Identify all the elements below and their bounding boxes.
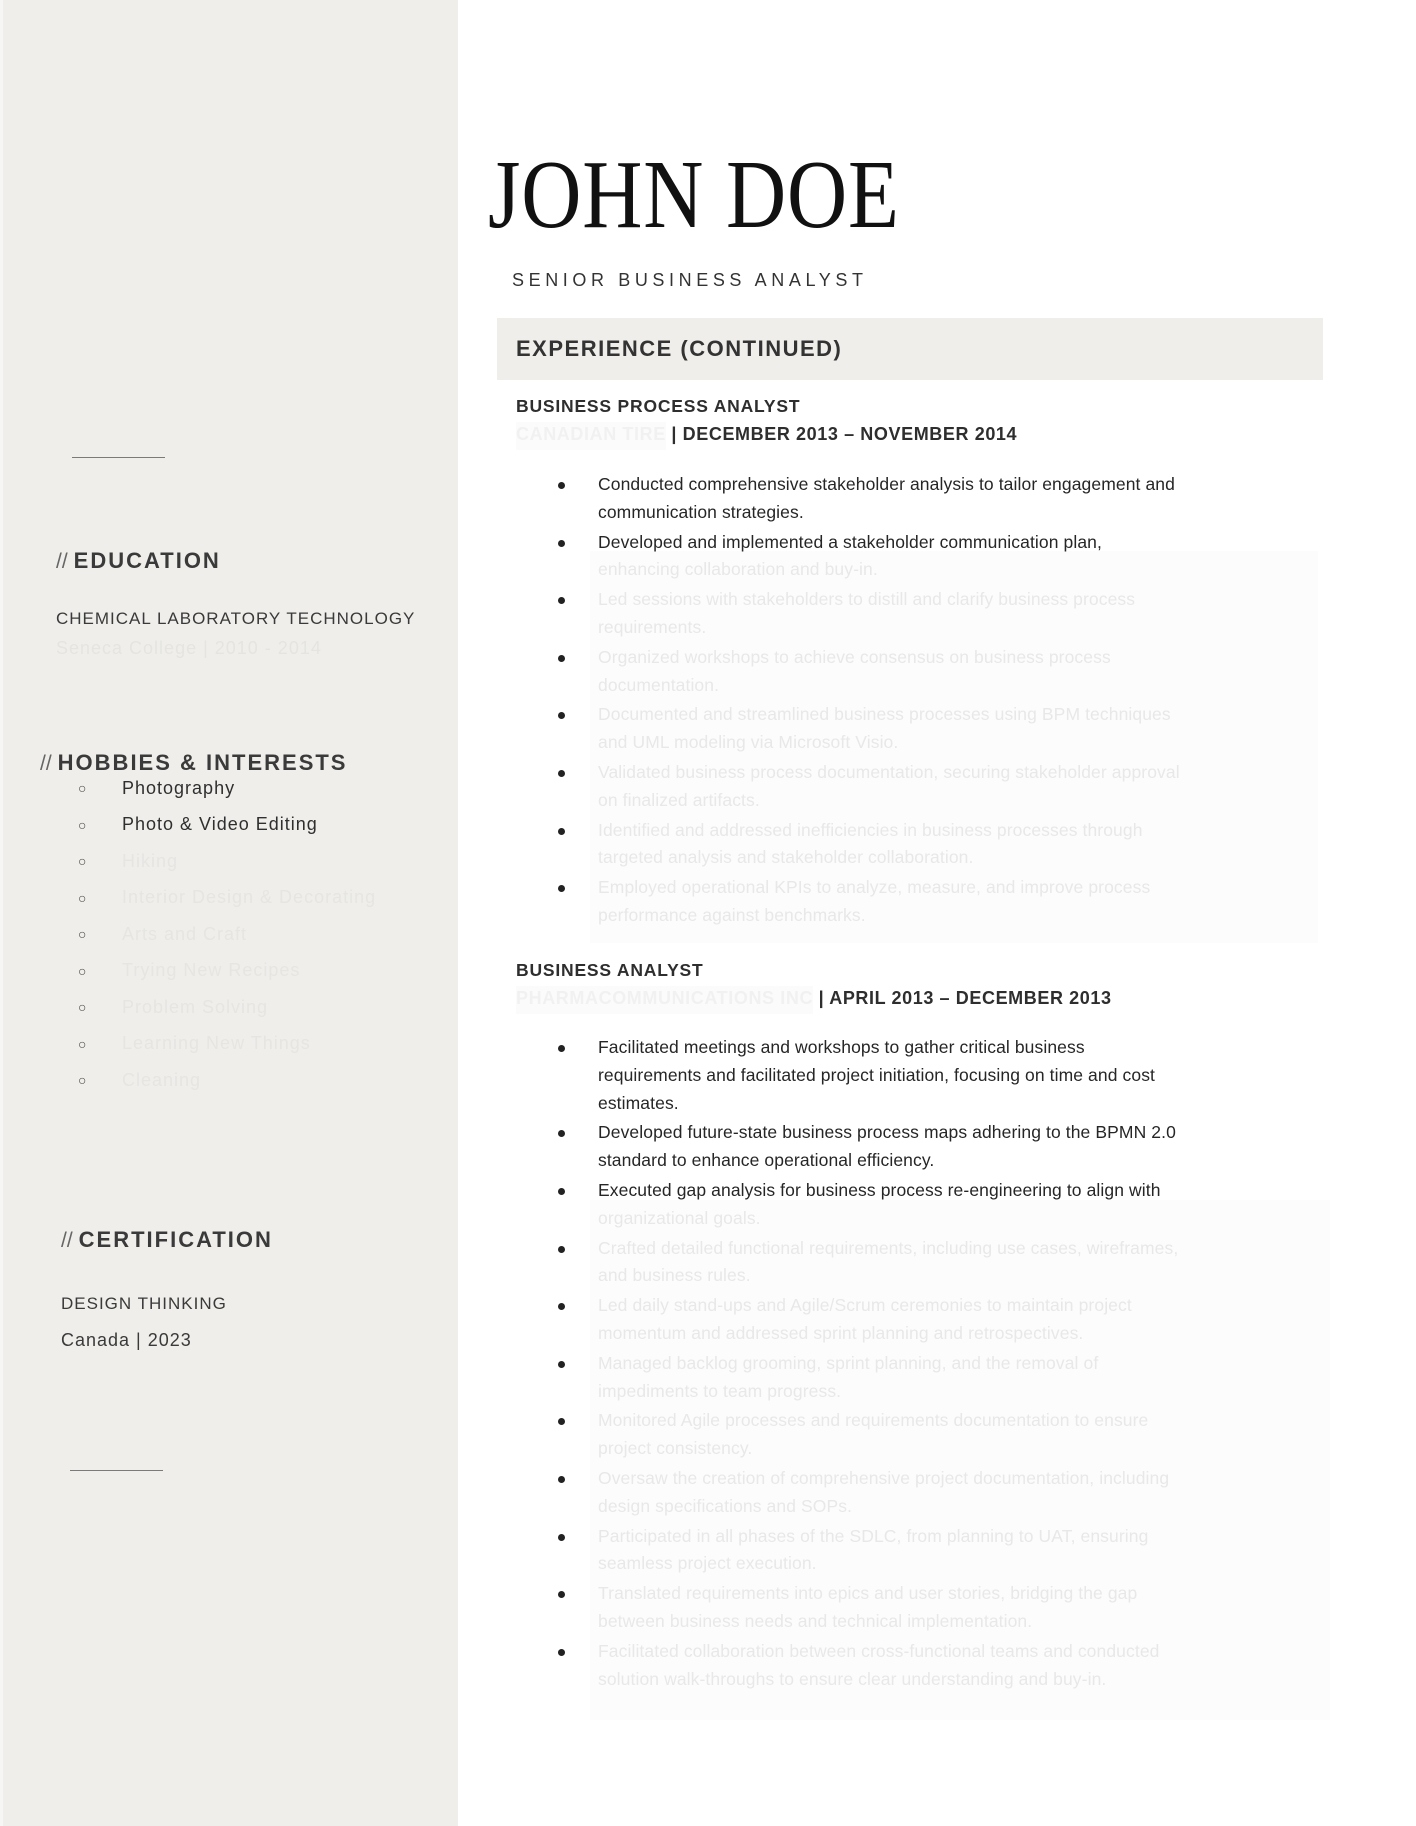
hobby-item xyxy=(78,807,376,844)
hobby-label: Interior Design & Decorating xyxy=(122,887,377,908)
bullet-item xyxy=(550,701,1330,757)
bullet-item xyxy=(550,471,1330,527)
hobby-item xyxy=(78,916,376,953)
circle-bullet-icon: ○ xyxy=(78,999,88,1016)
bullet-dot-icon xyxy=(558,1649,565,1656)
bullet-line: Organized workshops to achieve consensus on business process xyxy=(598,646,1111,667)
bullet-dot-icon xyxy=(558,655,565,662)
bullet-item xyxy=(550,1119,1330,1175)
education-heading xyxy=(56,548,221,574)
hobby-item xyxy=(78,880,376,917)
bullet-dot-icon xyxy=(558,828,565,835)
bullet-item xyxy=(550,1580,1330,1636)
bullet-item xyxy=(550,1523,1330,1579)
candidate-title: SENIOR BUSINESS ANALYST xyxy=(512,270,868,290)
bullet-line: Executed gap analysis for business process re-engineering to align with xyxy=(598,1179,1161,1200)
hobby-label: Hiking xyxy=(122,850,179,871)
bullet-dot-icon xyxy=(558,885,565,892)
education-degree: CHEMICAL LABORATORY TECHNOLOGY xyxy=(56,609,416,628)
job-dates: | APRIL 2013 – DECEMBER 2013 xyxy=(813,988,1112,1008)
bullet-item xyxy=(550,1638,1330,1694)
bullet-line: solution walk-throughs to ensure clear understanding and buy-in. xyxy=(598,1668,1107,1689)
circle-bullet-icon: ○ xyxy=(78,1035,88,1052)
bullet-dot-icon xyxy=(558,540,565,547)
bullet-line: Participated in all phases of the SDLC, from planning to UAT, ensuring xyxy=(598,1525,1149,1546)
hobby-label: Photo & Video Editing xyxy=(122,814,318,835)
circle-bullet-icon: ○ xyxy=(78,1072,88,1089)
hobby-label: Cleaning xyxy=(122,1069,202,1090)
job-bullets xyxy=(550,1034,1330,1695)
bullet-item xyxy=(550,1235,1330,1291)
experience-heading: EXPERIENCE (CONTINUED) xyxy=(516,336,843,361)
hobby-item xyxy=(78,843,376,880)
bullet-line: enhancing collaboration and buy-in. xyxy=(598,559,878,580)
bullet-item xyxy=(550,1465,1330,1521)
circle-bullet-icon: ○ xyxy=(78,926,88,943)
bullet-line: between business needs and technical implementation. xyxy=(598,1610,1033,1631)
bullet-line: Monitored Agile processes and requirements documentation to ensure xyxy=(598,1410,1149,1431)
bullet-line: estimates. xyxy=(598,1092,679,1113)
experience-section-header xyxy=(497,318,1323,380)
bullet-line: seamless project execution. xyxy=(598,1553,817,1574)
bullet-dot-icon xyxy=(558,597,565,604)
bullet-dot-icon xyxy=(558,1361,565,1368)
hobby-item xyxy=(78,989,376,1026)
hobby-item xyxy=(78,953,376,990)
bullet-item xyxy=(550,874,1330,930)
bullet-line: Managed backlog grooming, sprint planning, and the removal of xyxy=(598,1352,1099,1373)
circle-bullet-icon: ○ xyxy=(78,889,88,906)
bullet-line: Led daily stand-ups and Agile/Scrum ceremonies to maintain project xyxy=(598,1295,1132,1316)
bullet-dot-icon xyxy=(558,482,565,489)
bullet-line: Developed and implemented a stakeholder communication plan, xyxy=(598,531,1102,552)
certification-heading-label: CERTIFICATION xyxy=(78,1227,273,1252)
job-meta xyxy=(516,988,1112,1009)
job-bullets xyxy=(550,471,1330,932)
education-school: Seneca College | 2010 - 2014 xyxy=(56,638,322,658)
bullet-dot-icon xyxy=(558,1476,565,1483)
hobby-label: Trying New Recipes xyxy=(122,960,301,981)
bullet-dot-icon xyxy=(558,712,565,719)
hobby-item xyxy=(78,1062,376,1099)
bullet-item xyxy=(550,1350,1330,1406)
company-name: PHARMACOMMUNICATIONS INC xyxy=(516,986,813,1014)
bullet-line: Translated requirements into epics and user stories, bridging the gap xyxy=(598,1583,1138,1604)
job-title: BUSINESS PROCESS ANALYST xyxy=(516,396,801,416)
bullet-line: Validated business process documentation, securing stakeholder approval xyxy=(598,761,1180,782)
job-meta xyxy=(516,424,1017,445)
bullet-line: targeted analysis and stakeholder collaboration. xyxy=(598,847,974,868)
hobby-label: Arts and Craft xyxy=(122,923,248,944)
job-dates: | DECEMBER 2013 – NOVEMBER 2014 xyxy=(665,424,1018,444)
bullet-line: requirements. xyxy=(598,616,707,637)
hobby-item xyxy=(78,770,376,807)
heading-slashes: // xyxy=(56,550,68,573)
certification-detail: Canada | 2023 xyxy=(61,1330,192,1350)
bullet-item xyxy=(550,1292,1330,1348)
bullet-line: standard to enhance operational efficiency. xyxy=(598,1150,935,1171)
heading-slashes: // xyxy=(40,752,52,775)
bullet-item xyxy=(550,1407,1330,1463)
job-title: BUSINESS ANALYST xyxy=(516,960,704,980)
bullet-line: Facilitated collaboration between cross-functional teams and conducted xyxy=(598,1640,1160,1661)
sidebar-edge xyxy=(0,0,3,1826)
bullet-line: momentum and addressed sprint planning and retrospectives. xyxy=(598,1322,1084,1343)
bullet-line: communication strategies. xyxy=(598,501,804,522)
bullet-line: requirements and facilitated project initiation, focusing on time and cost xyxy=(598,1064,1156,1085)
bullet-dot-icon xyxy=(558,1246,565,1253)
candidate-name: JOHN DOE xyxy=(488,141,900,249)
bullet-item xyxy=(550,1034,1330,1117)
bullet-line: Identified and addressed inefficiencies in business processes through xyxy=(598,819,1143,840)
bullet-line: Facilitated meetings and workshops to gather critical business xyxy=(598,1037,1085,1057)
hobby-label: Problem Solving xyxy=(122,996,269,1017)
circle-bullet-icon: ○ xyxy=(78,962,88,979)
circle-bullet-icon: ○ xyxy=(78,780,88,797)
hobbies-list xyxy=(78,770,376,1099)
hobby-item xyxy=(78,1026,376,1063)
bullet-line: on finalized artifacts. xyxy=(598,789,760,810)
bullet-item xyxy=(550,529,1330,585)
circle-bullet-icon: ○ xyxy=(78,853,88,870)
bullet-line: impediments to team progress. xyxy=(598,1380,842,1401)
bullet-line: Conducted comprehensive stakeholder analysis to tailor engagement and xyxy=(598,474,1175,494)
company-name: CANADIAN TIRE xyxy=(516,422,666,450)
bullet-dot-icon xyxy=(558,1418,565,1425)
bullet-line: documentation. xyxy=(598,674,720,695)
bullet-line: Documented and streamlined business processes using BPM techniques xyxy=(598,704,1171,725)
bullet-line: Led sessions with stakeholders to distill and clarify business process xyxy=(598,589,1136,610)
bullet-line: Employed operational KPIs to analyze, measure, and improve process xyxy=(598,877,1151,898)
bullet-line: and business rules. xyxy=(598,1265,751,1286)
bullet-item xyxy=(550,586,1330,642)
bullet-item xyxy=(550,1177,1330,1233)
bullet-line: performance against benchmarks. xyxy=(598,904,866,925)
bullet-line: organizational goals. xyxy=(598,1207,761,1228)
bullet-dot-icon xyxy=(558,1303,565,1310)
circle-bullet-icon: ○ xyxy=(78,816,88,833)
bullet-line: Developed future-state business process maps adhering to the BPMN 2.0 xyxy=(598,1122,1176,1143)
divider-bottom xyxy=(70,1470,163,1471)
education-heading-label: EDUCATION xyxy=(73,548,221,573)
bullet-dot-icon xyxy=(558,1591,565,1598)
bullet-dot-icon xyxy=(558,1130,565,1137)
certification-heading xyxy=(61,1227,273,1253)
bullet-item xyxy=(550,759,1330,815)
bullet-dot-icon xyxy=(558,1188,565,1195)
bullet-dot-icon xyxy=(558,770,565,777)
hobby-label: Learning New Things xyxy=(122,1033,311,1054)
certification-name: DESIGN THINKING xyxy=(61,1294,227,1313)
heading-slashes: // xyxy=(61,1229,73,1252)
sidebar xyxy=(0,0,458,1826)
hobbies-heading-label: HOBBIES & INTERESTS xyxy=(57,750,348,775)
bullet-line: project consistency. xyxy=(598,1438,753,1459)
hobby-label: Photography xyxy=(122,777,236,798)
divider-top xyxy=(72,457,165,458)
bullet-line: and UML modeling via Microsoft Visio. xyxy=(598,732,899,753)
bullet-item xyxy=(550,644,1330,700)
bullet-dot-icon xyxy=(558,1534,565,1541)
bullet-line: Oversaw the creation of comprehensive project documentation, including xyxy=(598,1467,1170,1488)
bullet-dot-icon xyxy=(558,1045,565,1052)
bullet-line: Crafted detailed functional requirements, including use cases, wireframes, xyxy=(598,1237,1179,1258)
bullet-item xyxy=(550,817,1330,873)
bullet-line: design specifications and SOPs. xyxy=(598,1495,853,1516)
